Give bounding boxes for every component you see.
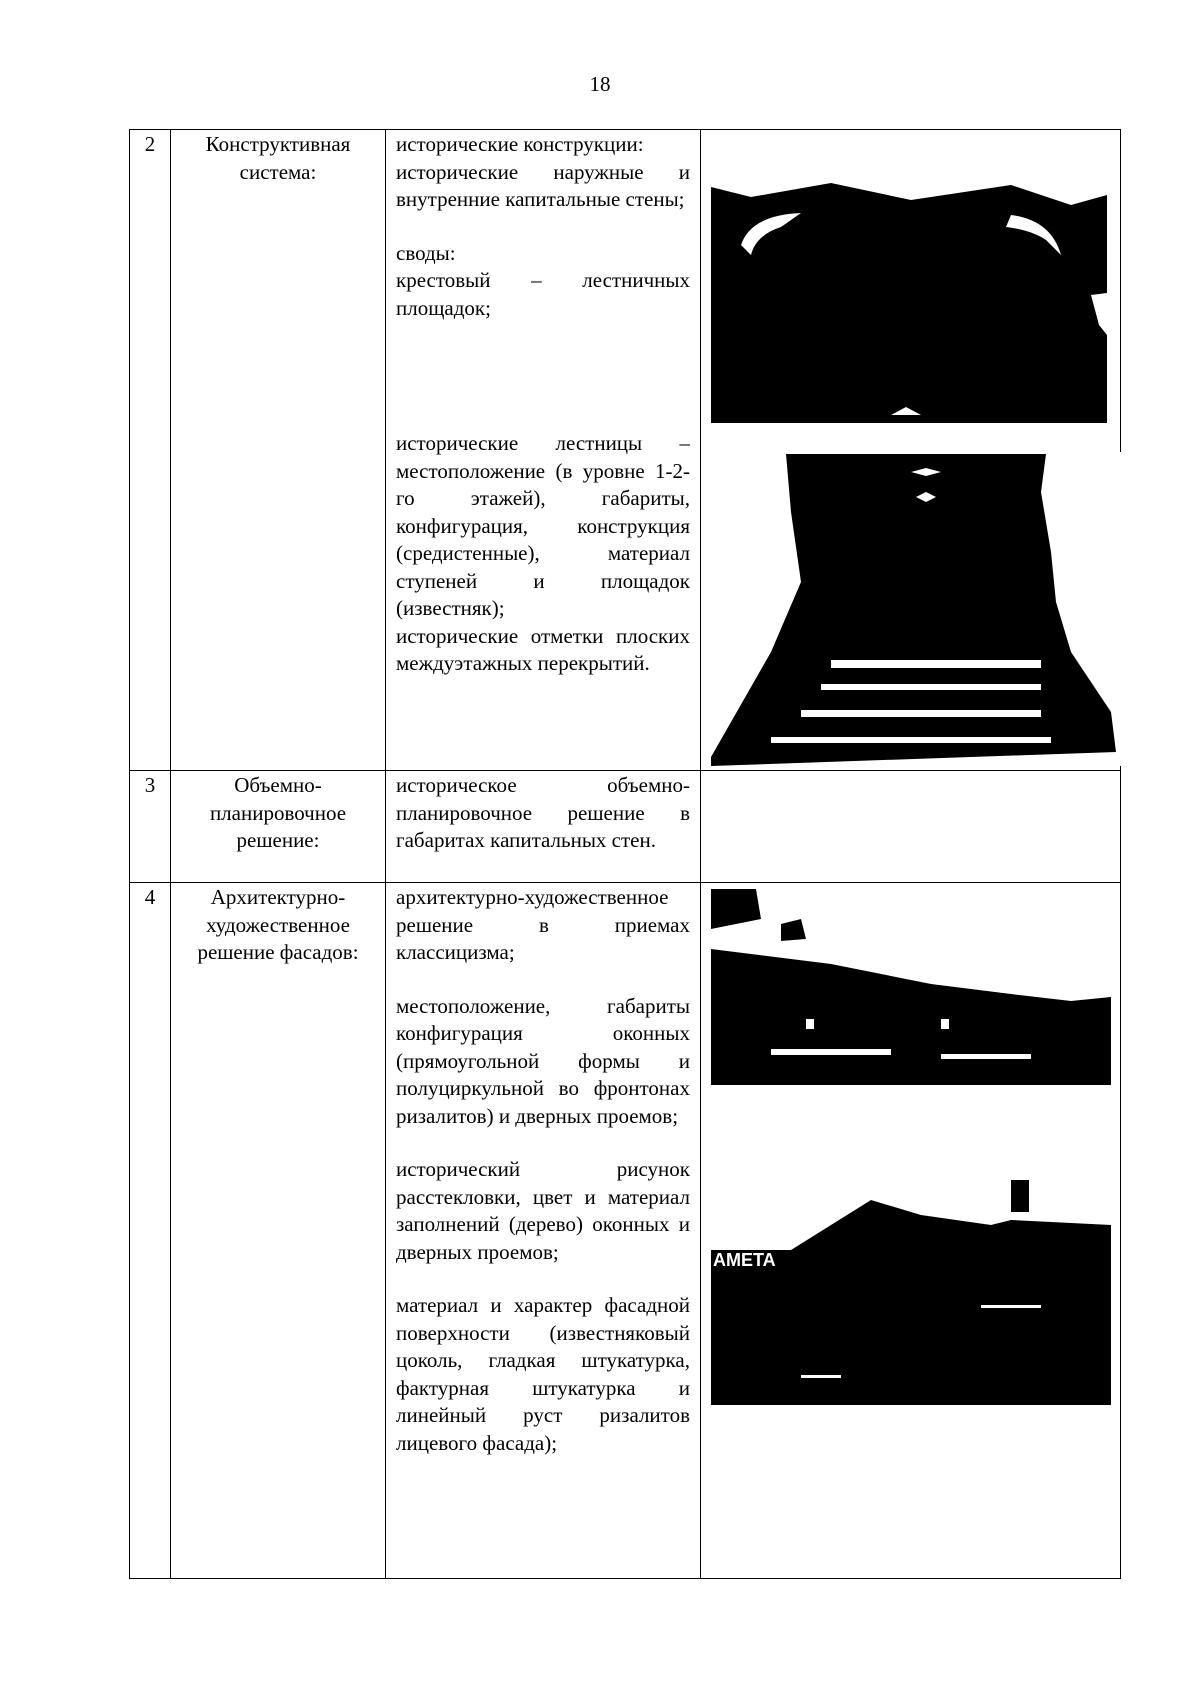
facade-photo-2 <box>711 1180 1111 1405</box>
row-description <box>386 130 701 771</box>
row-description <box>386 771 701 883</box>
page-number: 18 <box>589 72 611 96</box>
row-description <box>386 883 701 1579</box>
table-row <box>130 883 1121 1579</box>
row-number: 4 <box>130 883 171 1579</box>
photo-cell <box>701 130 1121 771</box>
photo-cell <box>701 883 1121 1579</box>
row-category: Объемно-планировочное решение: <box>171 771 386 883</box>
sign-text: AMETA <box>713 1250 776 1270</box>
description-paragraph: материал и характер фасадной поверхности (известняковый цоколь, гладкая штукатурка, фактурная штукатурка и линейный руст ризалитов лицевого фасада); <box>396 1293 690 1455</box>
facade-photo-1 <box>711 889 1111 1085</box>
description-paragraph: своды: <box>396 240 456 265</box>
photo-cell <box>701 771 1121 883</box>
description-paragraph: архитектурно-художественное решение в приемах классицизма; <box>396 885 690 964</box>
row-category: Конструктивная система: <box>171 130 386 771</box>
description-paragraph: исторические конструкции: <box>396 132 644 156</box>
description-paragraph: исторический рисунок расстекловки, цвет и материал заполнений (дерево) оконных и дверных проемов; <box>396 1157 690 1264</box>
description-paragraph: исторические отметки плоских междуэтажных перекрытий. <box>396 623 690 675</box>
subject-of-protection-table <box>129 129 1121 1579</box>
description-paragraph: крестовый – лестничных площадок; <box>396 268 690 320</box>
row-category: Архитектурно-художественное решение фасадов: <box>171 883 386 1579</box>
table-row <box>130 130 1121 771</box>
description-paragraph: историческое объемно-планировочное решение в габаритах капитальных стен. <box>396 773 690 852</box>
row-number: 3 <box>130 771 171 883</box>
description-paragraph: исторические лестницы – местоположение (в уровне 1-2-го этажей), габариты, конфигурация, конструкция (средистенные), материал ступеней и площадок (известняк); <box>396 431 690 620</box>
description-paragraph: местоположение, габариты конфигурация оконных (прямоугольной формы и полуциркульной во фронтонах ризалитов) и дверных проемов; <box>396 993 690 1128</box>
description-paragraph: исторические наружные и внутренние капитальные стены; <box>396 159 690 211</box>
staircase-photo <box>711 452 1121 766</box>
table-row <box>130 771 1121 883</box>
vault-photo <box>711 175 1107 423</box>
row-number: 2 <box>130 130 171 771</box>
